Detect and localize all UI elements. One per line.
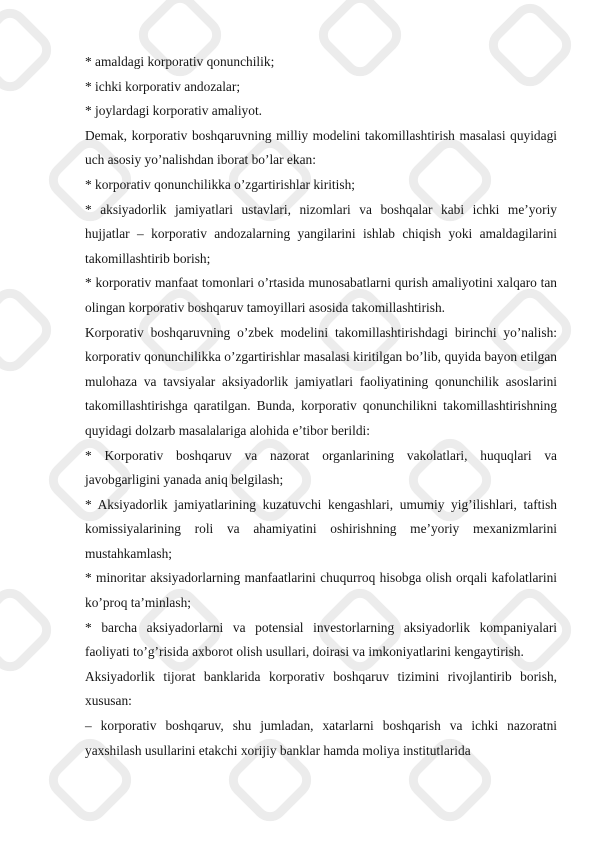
list-item-internal-standards: * ichki korporativ andozalar; <box>85 78 241 94</box>
list-item-internal-documents: * aksiyadorlik jamiyatlari ustavlari, nizomlari va boshqalar kabi ichki me’yoriy hujjatlar – korporativ andozalarning yangilarini ishlab chiqish yoki amaldagilarini takomillashtirib borish; <box>85 201 557 266</box>
paragraph-summary: Demak, korporativ boshqaruvning milliy modelini takomillashtirish masalasi quyidagi uch asosiy yo’nalishdan iborat bo’lar ekan: <box>85 127 557 168</box>
list-item-legislation-changes: * korporativ qonunchilikka o’zgartirishlar kiritish; <box>85 176 355 192</box>
list-item-risk-management: – korporativ boshqaruv, shu jumladan, xatarlarni boshqarish va ichki nazoratni yaxshilash usullarini etakchi xorijiy banklar hamda moliya institutlarida <box>85 718 557 758</box>
list-item-supervisory-boards: * Aksiyadorlik jamiyatlarining kuzatuvchi kengashlari, umumiy yig’ilishlari, taftish komissiyalarining roli va ahamiyatini oshirishning me’yoriy mexanizmlarini mustahkamlash; <box>85 496 557 561</box>
list-item-local-practice: * joylardagi korporativ amaliyot. <box>85 103 263 119</box>
list-item-legislation: * amaldagi korporativ qonunchilik; <box>85 54 275 69</box>
document-body <box>85 50 557 763</box>
list-item-governance-bodies: * Korporativ boshqaruv va nazorat organlarining vakolatlari, huquqlari va javobgarligini yanada aniq belgilash; <box>85 447 557 488</box>
list-item-stakeholder-relations: * korporativ manfaat tomonlari o’rtasida munosabatlarni qurish amaliyotini xalqaro tan olingan korporativ boshqaruv tamoyillari asosida takomillashtirish. <box>85 275 557 315</box>
paragraph-first-direction: Korporativ boshqaruvning o’zbek modelini takomillashtirishdagi birinchi yo’nalish: korporativ qonunchilikka o’zgartirishlar masalasi kiritilgan bo’lib, quyida bayon etilgan mulohaza va tavsiyalar aksiyadorlik jamiyatlari faoliyatining qonunchilik asoslarini takomillashtirishga qaratilgan. Bunda, korporativ qonunchilikni takomillashtirishning quyidagi dolzarb masalalariga alohida e’tibor berildi: <box>85 324 557 438</box>
list-item-minority-shareholders: * minoritar aksiyadorlarning manfaatlarini chuqurroq hisobga olish orqali kafolatlarini ko’proq ta’minlash; <box>85 570 557 611</box>
paragraph-banks: Aksiyadorlik tijorat banklarida korporativ boshqaruv tizimini rivojlantirib borish, xususan: <box>85 668 557 709</box>
list-item-information-access: * barcha aksiyadorlarni va potensial investorlarning aksiyadorlik kompaniyalari faoliyati to’g’risida axborot olish usullari, doirasi va imkoniyatlarini kengaytirish. <box>85 619 557 660</box>
